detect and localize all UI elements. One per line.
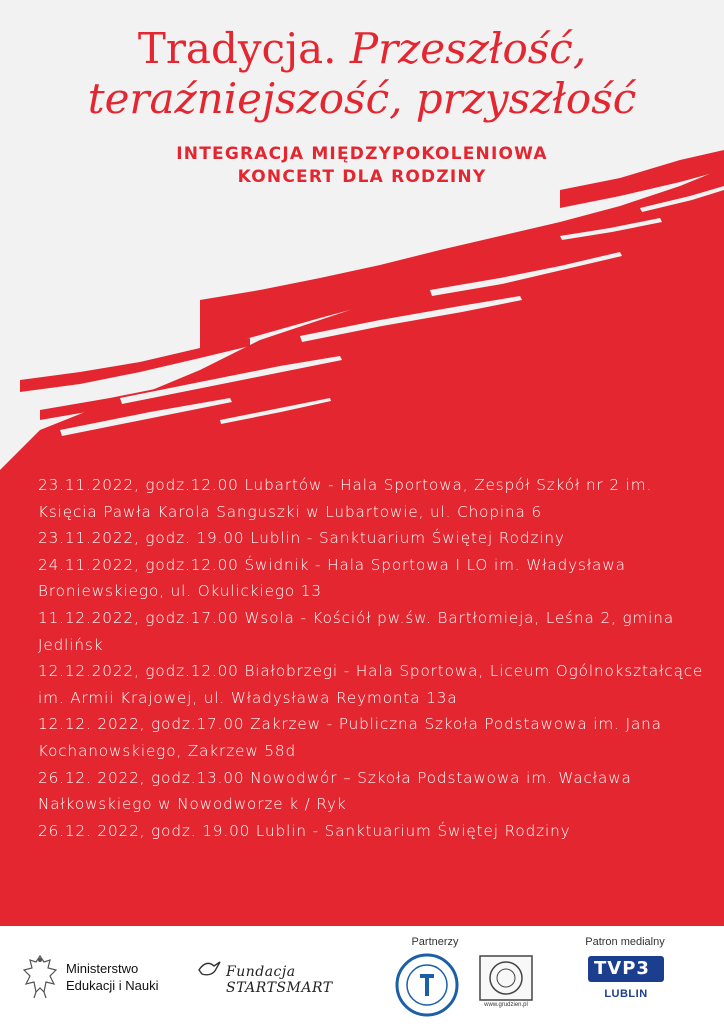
ministry-logo	[20, 952, 180, 1002]
title-regular: Tradycja.	[137, 24, 350, 73]
grudzien-seal-logo	[478, 954, 534, 1014]
subtitle-line-2: KONCERT DLA RODZINY	[237, 167, 487, 187]
event-item: 26.12. 2022, godz. 19.00 Lublin - Sanktuarium Świętej Rodziny	[38, 821, 571, 840]
tvp3-box	[588, 956, 664, 982]
event-item: 12.12.2022, godz.12.00 Białobrzegi - Hala Sportowa, Liceum Ogólnokształcące im. Armii Krajowej, ul. Władysława Reymonta 13a	[38, 662, 704, 707]
tvp3-logo	[588, 956, 664, 1006]
event-item: 26.12. 2022, godz.13.00 Nowodwór – Szkoła Podstawowa im. Wacława Nałkowskiego w Nowodworze k / Ryk	[38, 768, 632, 814]
event-item: 24.11.2022, godz.12.00 Świdnik - Hala Sportowa I LO im. Władysława Broniewskiego, ul. Okulickiego 13	[38, 555, 626, 601]
title-line-2: teraźniejszość, przyszłość	[87, 74, 637, 123]
dove-icon	[196, 956, 222, 982]
title-line-1	[0, 24, 724, 74]
centrum-jana-pawla-ii-logo	[394, 952, 460, 1018]
subtitle-line-1: INTEGRACJA MIĘDZYPOKOLENIOWA	[176, 144, 548, 164]
ministry-line-1: Ministerstwo	[66, 961, 139, 976]
fundacja-name: Fundacja STARTSMART	[226, 964, 333, 996]
patron-label: Patron medialny	[585, 936, 665, 948]
tvp3-text: TVP3	[594, 958, 650, 979]
event-item: 23.11.2022, godz.12.00 Lubartów - Hala Sportowa, Zespół Szkół nr 2 im. Księcia Pawła Karola Sanguszki w Lubartowie, ul. Chopina 6	[38, 476, 653, 521]
event-item: 11.12.2022, godz.17.00 Wsola - Kościół pw.św. Bartłomieja, Leśna 2, gmina Jedlińsk	[38, 608, 675, 654]
title-italic: Przeszłość,	[349, 24, 587, 73]
tvp3-city: LUBLIN	[604, 988, 648, 1000]
fundacja-logo	[196, 956, 376, 996]
event-list	[38, 472, 714, 844]
ministry-name	[66, 960, 159, 994]
grudzien-url: www.grudzien.pl	[484, 1002, 528, 1008]
ministry-line-2: Edukacji i Nauki	[66, 978, 159, 993]
event-item: 23.11.2022, godz. 19.00 Lublin - Sanktuarium Świętej Rodziny	[38, 529, 565, 548]
event-item: 12.12. 2022, godz.17.00 Zakrzew - Publiczna Szkoła Podstawowa im. Jana Kochanowskiego, Zakrzew 58d	[38, 715, 662, 760]
eagle-emblem-icon	[20, 952, 60, 1000]
footer-logos	[0, 926, 724, 1024]
partners-label: Partnerzy	[411, 936, 459, 948]
